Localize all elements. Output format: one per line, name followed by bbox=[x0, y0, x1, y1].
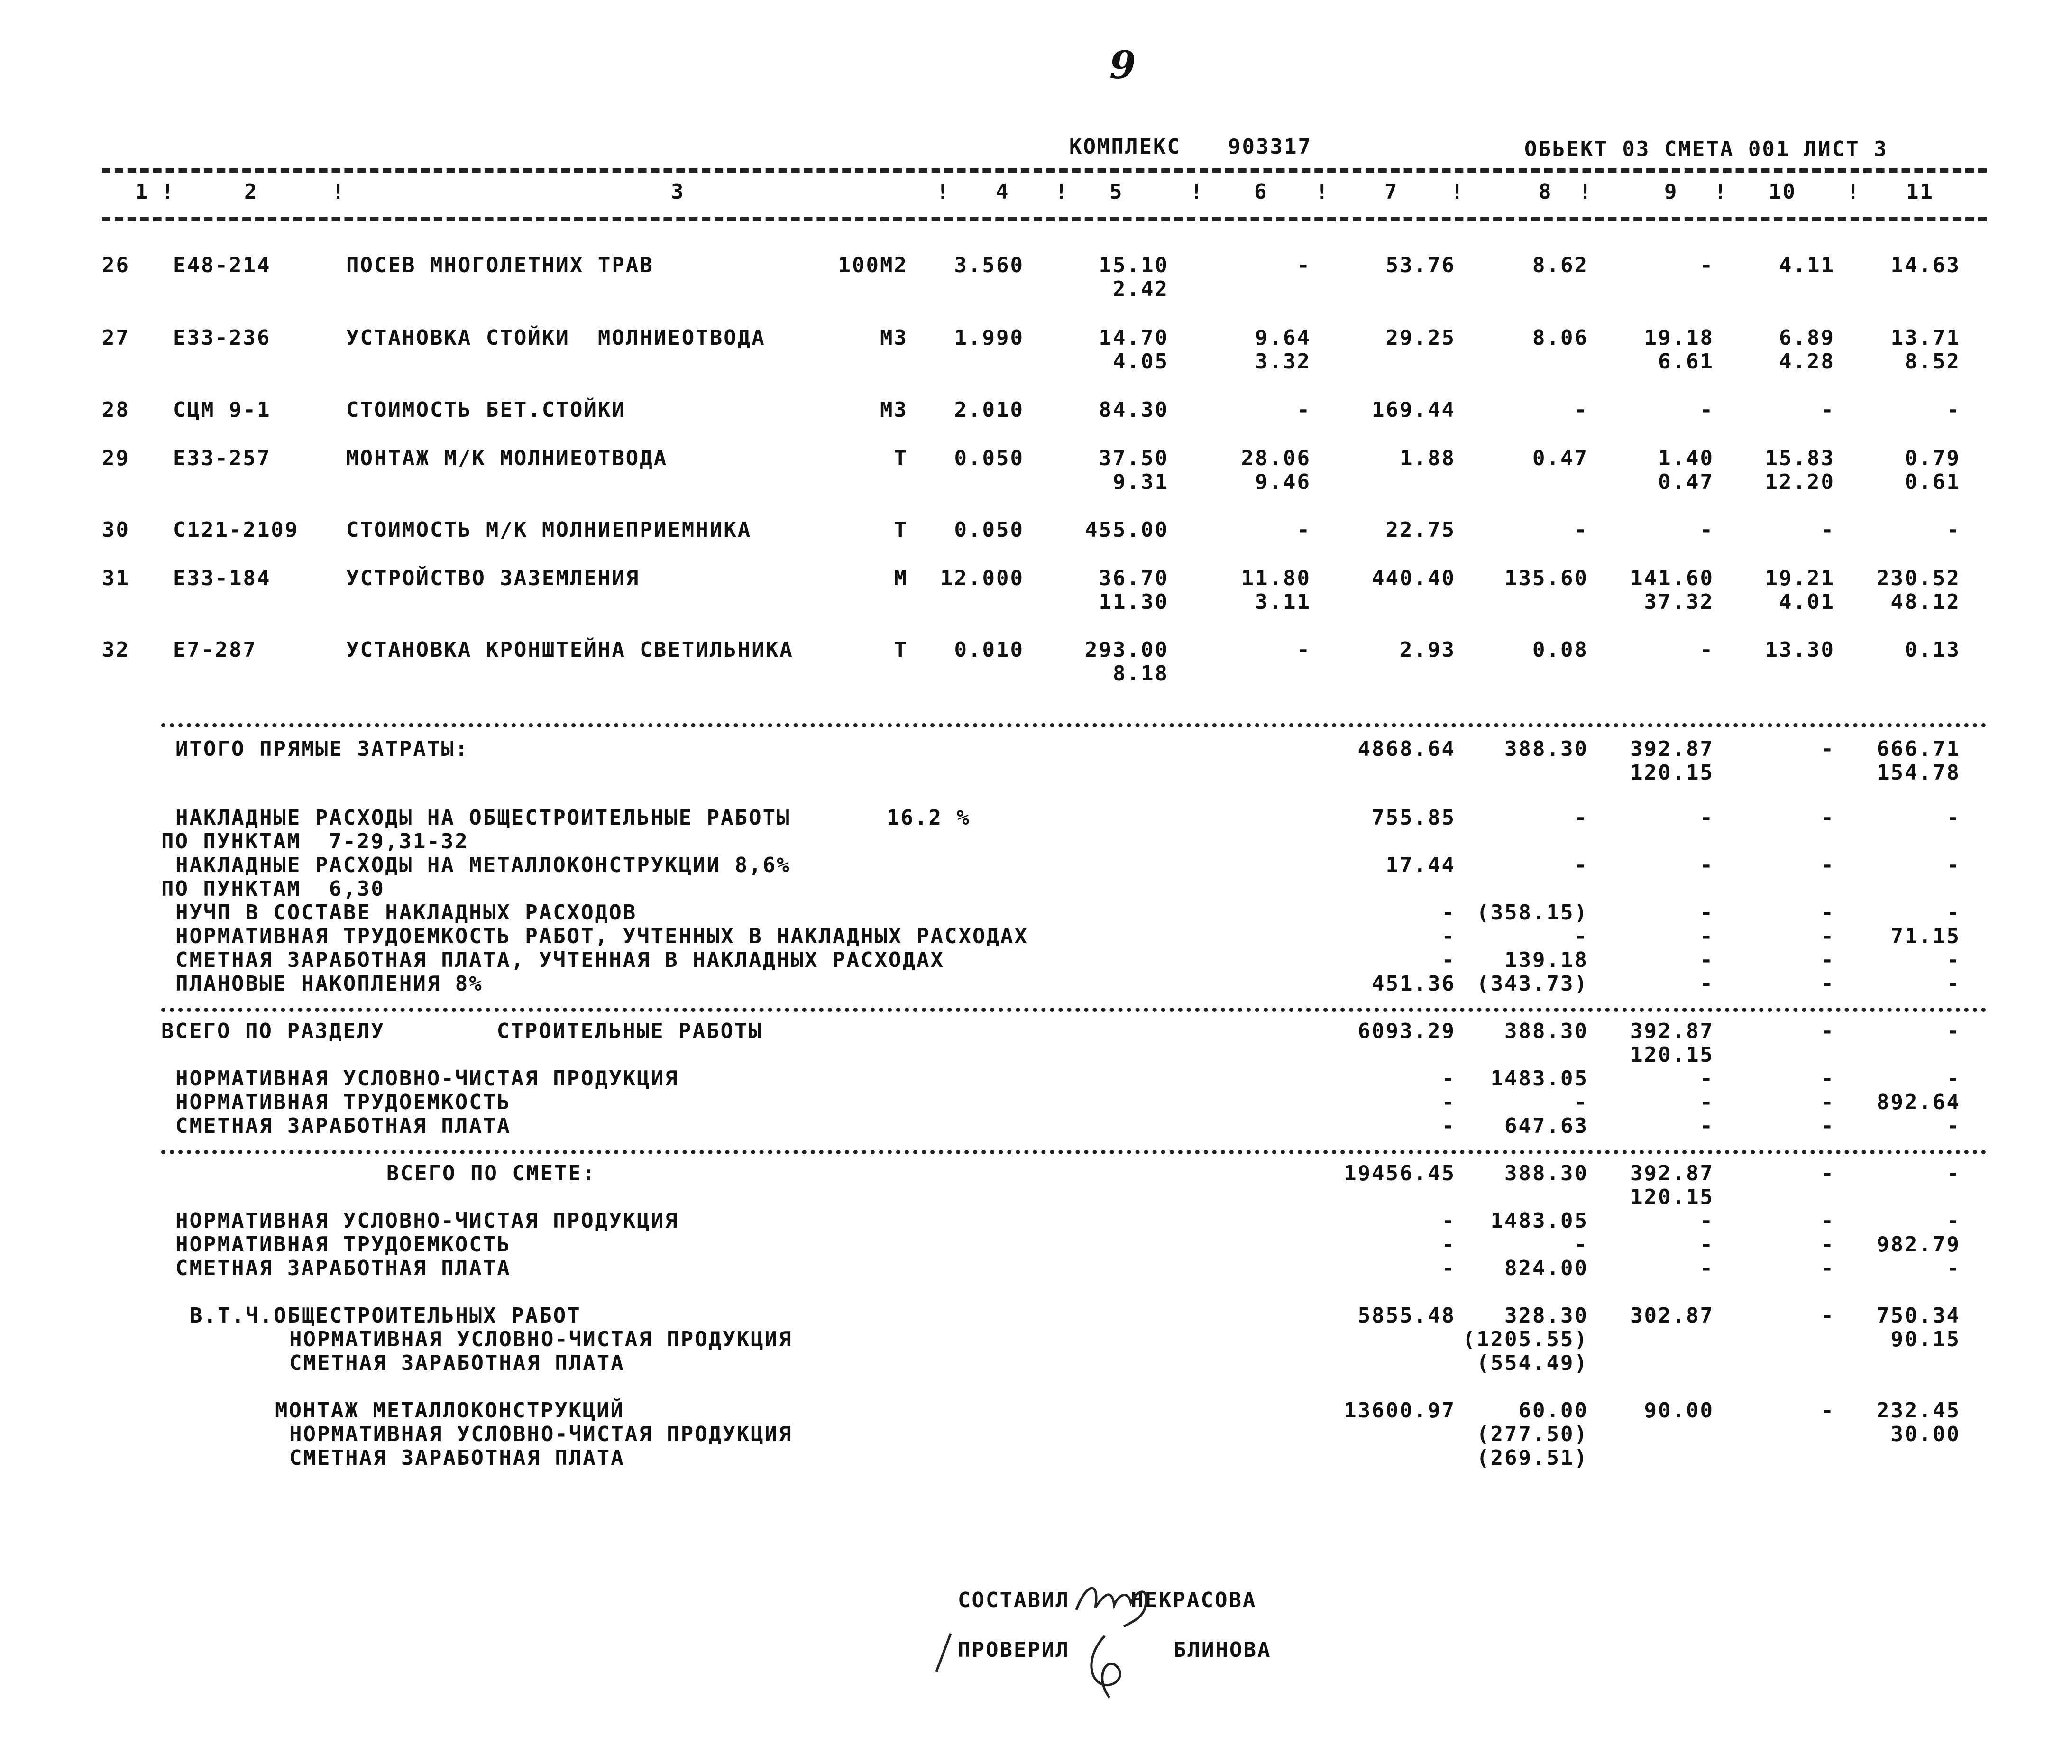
cell-c9: - bbox=[1700, 638, 1714, 662]
summary-label: СМЕТНАЯ ЗАРАБОТНАЯ ПЛАТА bbox=[289, 1446, 625, 1470]
cell-c6: - bbox=[1297, 518, 1311, 542]
work-name: ПОСЕВ МНОГОЛЕТНИХ ТРАВ bbox=[346, 253, 654, 277]
row-number: 28 bbox=[102, 398, 130, 422]
summary-c11: 154.78 bbox=[1877, 761, 1961, 785]
summary-c7: 755.85 bbox=[1372, 806, 1456, 830]
cell-c9: 1.40 bbox=[1658, 446, 1714, 470]
compiled-by-label: СОСТАВИЛ bbox=[958, 1588, 1070, 1612]
work-name: МОНТАЖ М/К МОЛНИЕОТВОДА bbox=[346, 446, 668, 470]
summary-c11: - bbox=[1946, 948, 1961, 972]
summary-c8: 1483.05 bbox=[1490, 1209, 1588, 1233]
cell-c6: - bbox=[1297, 253, 1311, 277]
summary-label: НОРМАТИВНАЯ УСЛОВНО-ЧИСТАЯ ПРОДУКЦИЯ bbox=[289, 1327, 793, 1351]
summary-c11: - bbox=[1946, 972, 1961, 996]
summary-c8: - bbox=[1574, 853, 1588, 877]
summary-label: НОРМАТИВНАЯ УСЛОВНО-ЧИСТАЯ ПРОДУКЦИЯ bbox=[175, 1066, 679, 1091]
summary-c10: - bbox=[1821, 1398, 1835, 1423]
summary-c9: 120.15 bbox=[1630, 761, 1714, 785]
summary-c8: 388.30 bbox=[1504, 737, 1588, 761]
column-separator: ! bbox=[1847, 180, 1861, 204]
summary-c10: - bbox=[1821, 1256, 1835, 1280]
summary-c9: - bbox=[1700, 1232, 1714, 1257]
summary-c8: - bbox=[1574, 806, 1588, 830]
rate-code: СЦМ 9-1 bbox=[173, 398, 271, 422]
rate-code: С121-2109 bbox=[173, 518, 299, 542]
cell-c6: 9.64 bbox=[1255, 326, 1311, 350]
summary-c8: (269.51) bbox=[1476, 1446, 1588, 1470]
page-number: 9 bbox=[1109, 43, 1136, 87]
cell-c9: 141.60 bbox=[1630, 566, 1714, 590]
summary-c11: - bbox=[1946, 900, 1961, 925]
summary-c8: (1205.55) bbox=[1462, 1327, 1588, 1351]
rate-code: Е48-214 bbox=[173, 253, 271, 277]
summary-c11: 982.79 bbox=[1877, 1232, 1961, 1257]
summary-c8: 388.30 bbox=[1504, 1019, 1588, 1043]
cell-c7: 1.88 bbox=[1400, 446, 1456, 470]
summary-c10: - bbox=[1821, 1090, 1835, 1114]
cell-c11: 13.71 bbox=[1890, 326, 1961, 350]
cell-c7: 29.25 bbox=[1385, 326, 1456, 350]
cell-c11: 14.63 bbox=[1890, 253, 1961, 277]
cell-c10b: 4.01 bbox=[1779, 590, 1835, 614]
cell-c11: - bbox=[1946, 518, 1961, 542]
cell-c11: - bbox=[1946, 398, 1961, 422]
summary-c7: - bbox=[1441, 1256, 1456, 1280]
summary-c10: - bbox=[1821, 806, 1835, 830]
summary-label: НОРМАТИВНАЯ УСЛОВНО-ЧИСТАЯ ПРОДУКЦИЯ bbox=[289, 1422, 793, 1446]
summary-c9: 392.87 bbox=[1630, 1161, 1714, 1185]
column-number: 3 bbox=[671, 180, 685, 204]
cell-unit: М3 bbox=[880, 398, 908, 422]
summary-c9: - bbox=[1700, 853, 1714, 877]
summary-label: ПЛАНОВЫЕ НАКОПЛЕНИЯ 8% bbox=[175, 972, 483, 996]
cell-c6b: 3.11 bbox=[1255, 590, 1311, 614]
summary-c10: - bbox=[1821, 948, 1835, 972]
summary-c8: (358.15) bbox=[1476, 900, 1588, 925]
summary-c11: - bbox=[1946, 1209, 1961, 1233]
cell-unit: Т bbox=[894, 518, 908, 542]
column-separator: ! bbox=[1055, 180, 1069, 204]
object-info: ОБЬЕКТ 03 СМЕТА 001 ЛИСТ 3 bbox=[1524, 137, 1888, 161]
column-number: 9 bbox=[1664, 180, 1678, 204]
cell-c7: 53.76 bbox=[1385, 253, 1456, 277]
summary-c9: - bbox=[1700, 1256, 1714, 1280]
cell-c8: 0.47 bbox=[1532, 446, 1588, 470]
work-name: СТОИМОСТЬ БЕТ.СТОЙКИ bbox=[346, 398, 626, 422]
cell-c10b: 4.28 bbox=[1779, 349, 1835, 374]
summary-c11: - bbox=[1946, 853, 1961, 877]
column-separator: ! bbox=[1579, 180, 1593, 204]
cell-qty: 0.050 bbox=[954, 518, 1024, 542]
cell-qty: 3.560 bbox=[954, 253, 1024, 277]
cell-c5b: 11.30 bbox=[1099, 590, 1169, 614]
summary-c7: 4868.64 bbox=[1357, 737, 1456, 761]
summary-c8: 647.63 bbox=[1504, 1114, 1588, 1138]
summary-label: ВСЕГО ПО СМЕТЕ: bbox=[386, 1161, 596, 1185]
summary-label: ВСЕГО ПО РАЗДЕЛУ СТРОИТЕЛЬНЫЕ РАБОТЫ bbox=[161, 1019, 763, 1043]
summary-c9: - bbox=[1700, 1090, 1714, 1114]
cell-c8: 135.60 bbox=[1504, 566, 1588, 590]
cell-c6b: 3.32 bbox=[1255, 349, 1311, 374]
cell-c5b: 8.18 bbox=[1113, 662, 1169, 686]
summary-c7: - bbox=[1441, 1232, 1456, 1257]
compiler-signature bbox=[1067, 1565, 1171, 1631]
column-separator: ! bbox=[1190, 180, 1204, 204]
column-separator: ! bbox=[1316, 180, 1330, 204]
summary-c8: 60.00 bbox=[1518, 1398, 1588, 1423]
summary-c11: - bbox=[1946, 1114, 1961, 1138]
row-number: 30 bbox=[102, 518, 130, 542]
cell-c10: 13.30 bbox=[1765, 638, 1835, 662]
checked-by-name: БЛИНОВА bbox=[1174, 1638, 1272, 1662]
summary-label: СМЕТНАЯ ЗАРАБОТНАЯ ПЛАТА bbox=[289, 1351, 625, 1375]
cell-unit: Т bbox=[894, 638, 908, 662]
column-number: 10 bbox=[1769, 180, 1797, 204]
cell-c5b: 2.42 bbox=[1113, 277, 1169, 301]
column-number: 1 bbox=[135, 180, 149, 204]
cell-c7: 169.44 bbox=[1372, 398, 1456, 422]
cell-c8: - bbox=[1574, 398, 1588, 422]
summary-label: НУЧП В СОСТАВЕ НАКЛАДНЫХ РАСХОДОВ bbox=[175, 900, 637, 925]
row-number: 29 bbox=[102, 446, 130, 470]
summary-c7: - bbox=[1441, 924, 1456, 948]
summary-c7: 19456.45 bbox=[1344, 1161, 1456, 1185]
summary-c8: 824.00 bbox=[1504, 1256, 1588, 1280]
summary-label: СМЕТНАЯ ЗАРАБОТНАЯ ПЛАТА bbox=[175, 1114, 511, 1138]
cell-unit: М bbox=[894, 566, 908, 590]
summary-c11: - bbox=[1946, 1066, 1961, 1091]
cell-c5: 36.70 bbox=[1099, 566, 1169, 590]
summary-label: ИТОГО ПРЯМЫЕ ЗАТРАТЫ: bbox=[175, 737, 469, 761]
summary-c10: - bbox=[1821, 1161, 1835, 1185]
cell-c6: - bbox=[1297, 638, 1311, 662]
summary-c10: - bbox=[1821, 1232, 1835, 1257]
checker-signature bbox=[1076, 1631, 1143, 1702]
cell-c11b: 8.52 bbox=[1905, 349, 1961, 374]
column-separator: ! bbox=[936, 180, 951, 204]
cell-c7: 22.75 bbox=[1385, 518, 1456, 542]
cell-c10: - bbox=[1821, 518, 1835, 542]
rate-code: Е33-236 bbox=[173, 326, 271, 350]
summary-c7: - bbox=[1441, 1209, 1456, 1233]
summary-c9: - bbox=[1700, 924, 1714, 948]
checker-mark bbox=[929, 1631, 958, 1674]
summary-c11: - bbox=[1946, 1161, 1961, 1185]
summary-c7: 5855.48 bbox=[1357, 1304, 1456, 1328]
cell-c9: - bbox=[1700, 253, 1714, 277]
summary-c9: 120.15 bbox=[1630, 1185, 1714, 1209]
summary-c7: - bbox=[1441, 1090, 1456, 1114]
column-number: 5 bbox=[1109, 180, 1124, 204]
complex-label: КОМПЛЕКС bbox=[1069, 135, 1181, 159]
row-number: 27 bbox=[102, 326, 130, 350]
summary-c8: (554.49) bbox=[1476, 1351, 1588, 1375]
summary-c11: - bbox=[1946, 1019, 1961, 1043]
work-name: УСТАНОВКА СТОЙКИ МОЛНИЕОТВОДА bbox=[346, 326, 766, 350]
summary-c9: - bbox=[1700, 806, 1714, 830]
summary-c9: - bbox=[1700, 900, 1714, 925]
cell-c11: 230.52 bbox=[1877, 566, 1961, 590]
cell-c5: 84.30 bbox=[1099, 398, 1169, 422]
rate-code: Е33-184 bbox=[173, 566, 271, 590]
column-number: 8 bbox=[1539, 180, 1553, 204]
summary-c10: - bbox=[1821, 1114, 1835, 1138]
cell-c6: - bbox=[1297, 398, 1311, 422]
summary-label: В.Т.Ч.ОБЩЕСТРОИТЕЛЬНЫХ РАБОТ bbox=[190, 1304, 581, 1328]
summary-c7: 6093.29 bbox=[1357, 1019, 1456, 1043]
summary-c10: - bbox=[1821, 737, 1835, 761]
column-number: 7 bbox=[1384, 180, 1399, 204]
summary-c10: - bbox=[1821, 972, 1835, 996]
cell-c8: 8.62 bbox=[1532, 253, 1588, 277]
summary-c10: - bbox=[1821, 1209, 1835, 1233]
summary-c8: 328.30 bbox=[1504, 1304, 1588, 1328]
row-number: 31 bbox=[102, 566, 130, 590]
summary-c10: - bbox=[1821, 1066, 1835, 1091]
summary-c9: - bbox=[1700, 1114, 1714, 1138]
cell-c5: 455.00 bbox=[1085, 518, 1169, 542]
rate-code: Е7-287 bbox=[173, 638, 257, 662]
summary-c7: 13600.97 bbox=[1344, 1398, 1456, 1423]
summary-c9: 120.15 bbox=[1630, 1043, 1714, 1067]
cell-c8: 8.06 bbox=[1532, 326, 1588, 350]
cell-unit: М3 bbox=[880, 326, 908, 350]
cell-c7: 2.93 bbox=[1400, 638, 1456, 662]
cell-qty: 2.010 bbox=[954, 398, 1024, 422]
cell-c10: 15.83 bbox=[1765, 446, 1835, 470]
cell-c6: 28.06 bbox=[1241, 446, 1311, 470]
cell-c10: 19.21 bbox=[1765, 566, 1835, 590]
column-number: 4 bbox=[996, 180, 1010, 204]
cell-qty: 0.050 bbox=[954, 446, 1024, 470]
cell-c5b: 9.31 bbox=[1113, 470, 1169, 494]
summary-c8: 1483.05 bbox=[1490, 1066, 1588, 1091]
cell-qty: 0.010 bbox=[954, 638, 1024, 662]
work-name: СТОИМОСТЬ М/К МОЛНИЕПРИЕМНИКА bbox=[346, 518, 752, 542]
summary-c11: 750.34 bbox=[1877, 1304, 1961, 1328]
summary-c8: - bbox=[1574, 1232, 1588, 1257]
summary-c10: - bbox=[1821, 1019, 1835, 1043]
summary-c8: 139.18 bbox=[1504, 948, 1588, 972]
cell-c5: 14.70 bbox=[1099, 326, 1169, 350]
summary-c10: - bbox=[1821, 1304, 1835, 1328]
summary-label: МОНТАЖ МЕТАЛЛОКОНСТРУКЦИЙ bbox=[275, 1398, 625, 1423]
summary-label: НОРМАТИВНАЯ ТРУДОЕМКОСТЬ bbox=[175, 1232, 511, 1257]
summary-c11: 892.64 bbox=[1877, 1090, 1961, 1114]
summary-c11: 30.00 bbox=[1890, 1422, 1961, 1446]
summary-c8: (277.50) bbox=[1476, 1422, 1588, 1446]
summary-c9: 302.87 bbox=[1630, 1304, 1714, 1328]
summary-c11: 90.15 bbox=[1890, 1327, 1961, 1351]
cell-c11: 0.79 bbox=[1905, 446, 1961, 470]
cell-c6: 11.80 bbox=[1241, 566, 1311, 590]
summary-c7: - bbox=[1441, 948, 1456, 972]
summary-label: НАКЛАДНЫЕ РАСХОДЫ НА МЕТАЛЛОКОНСТРУКЦИИ 8,6% bbox=[175, 853, 791, 877]
overhead-percent: 16.2 % bbox=[887, 806, 971, 830]
summary-label: СМЕТНАЯ ЗАРАБОТНАЯ ПЛАТА, УЧТЕННАЯ В НАКЛАДНЫХ РАСХОДАХ bbox=[175, 948, 944, 972]
checked-by-label: ПРОВЕРИЛ bbox=[958, 1638, 1070, 1662]
summary-label: НОРМАТИВНАЯ ТРУДОЕМКОСТЬ РАБОТ, УЧТЕННЫХ В НАКЛАДНЫХ РАСХОДАХ bbox=[175, 924, 1028, 948]
column-separator: ! bbox=[332, 180, 346, 204]
section-dotted-rule bbox=[161, 1150, 1987, 1154]
cell-c11b: 48.12 bbox=[1890, 590, 1961, 614]
cell-c5b: 4.05 bbox=[1113, 349, 1169, 374]
cell-c9b: 37.32 bbox=[1644, 590, 1714, 614]
cell-c5: 15.10 bbox=[1099, 253, 1169, 277]
summary-c8: - bbox=[1574, 924, 1588, 948]
compiled-by-name: НЕКРАСОВА bbox=[1131, 1588, 1257, 1612]
summary-c11: 71.15 bbox=[1890, 924, 1961, 948]
cell-c5: 293.00 bbox=[1085, 638, 1169, 662]
cell-c6b: 9.46 bbox=[1255, 470, 1311, 494]
summary-c9: 90.00 bbox=[1644, 1398, 1714, 1423]
cell-c10: 6.89 bbox=[1779, 326, 1835, 350]
summary-label: НАКЛАДНЫЕ РАСХОДЫ НА ОБЩЕСТРОИТЕЛЬНЫЕ РАБОТЫ bbox=[175, 806, 791, 830]
summary-c9: - bbox=[1700, 972, 1714, 996]
summary-c11: 666.71 bbox=[1877, 737, 1961, 761]
cell-unit: Т bbox=[894, 446, 908, 470]
cell-c8: - bbox=[1574, 518, 1588, 542]
section-dotted-rule bbox=[161, 723, 1987, 727]
summary-c10: - bbox=[1821, 900, 1835, 925]
column-separator: ! bbox=[161, 180, 175, 204]
column-number: 6 bbox=[1254, 180, 1268, 204]
cell-c10: - bbox=[1821, 398, 1835, 422]
cell-qty: 12.000 bbox=[940, 566, 1024, 590]
complex-value: 903317 bbox=[1228, 135, 1312, 159]
summary-c7: 451.36 bbox=[1372, 972, 1456, 996]
summary-label: ПО ПУНКТАМ 6,30 bbox=[161, 877, 385, 901]
cell-c10b: 12.20 bbox=[1765, 470, 1835, 494]
summary-c9: - bbox=[1700, 1209, 1714, 1233]
summary-c8: 388.30 bbox=[1504, 1161, 1588, 1185]
summary-c7: - bbox=[1441, 900, 1456, 925]
cell-c8: 0.08 bbox=[1532, 638, 1588, 662]
summary-c9: - bbox=[1700, 948, 1714, 972]
summary-c9: 392.87 bbox=[1630, 737, 1714, 761]
cell-unit: 100М2 bbox=[838, 253, 908, 277]
summary-c11: - bbox=[1946, 806, 1961, 830]
summary-c7: 17.44 bbox=[1385, 853, 1456, 877]
column-number: 11 bbox=[1906, 180, 1934, 204]
cell-c9: - bbox=[1700, 518, 1714, 542]
summary-c11: 232.45 bbox=[1877, 1398, 1961, 1423]
summary-label: ПО ПУНКТАМ 7-29,31-32 bbox=[161, 829, 469, 854]
cell-c10: 4.11 bbox=[1779, 253, 1835, 277]
summary-label: СМЕТНАЯ ЗАРАБОТНАЯ ПЛАТА bbox=[175, 1256, 511, 1280]
row-number: 26 bbox=[102, 253, 130, 277]
rate-code: Е33-257 bbox=[173, 446, 271, 470]
summary-c8: - bbox=[1574, 1090, 1588, 1114]
row-number: 32 bbox=[102, 638, 130, 662]
column-separator: ! bbox=[1714, 180, 1728, 204]
summary-c9: 392.87 bbox=[1630, 1019, 1714, 1043]
summary-c11: - bbox=[1946, 1256, 1961, 1280]
cell-c11: 0.13 bbox=[1905, 638, 1961, 662]
cell-c9b: 6.61 bbox=[1658, 349, 1714, 374]
summary-c7: - bbox=[1441, 1114, 1456, 1138]
summary-c8: (343.73) bbox=[1476, 972, 1588, 996]
cell-c9b: 0.47 bbox=[1658, 470, 1714, 494]
cell-c11b: 0.61 bbox=[1905, 470, 1961, 494]
work-name: УСТРОЙСТВО ЗАЗЕМЛЕНИЯ bbox=[346, 566, 640, 590]
cell-c9: 19.18 bbox=[1644, 326, 1714, 350]
summary-label: НОРМАТИВНАЯ УСЛОВНО-ЧИСТАЯ ПРОДУКЦИЯ bbox=[175, 1209, 679, 1233]
header-top-rule bbox=[102, 168, 1987, 173]
summary-c10: - bbox=[1821, 853, 1835, 877]
summary-label: НОРМАТИВНАЯ ТРУДОЕМКОСТЬ bbox=[175, 1090, 511, 1114]
summary-c7: - bbox=[1441, 1066, 1456, 1091]
section-dotted-rule bbox=[161, 1008, 1987, 1012]
cell-c9: - bbox=[1700, 398, 1714, 422]
cell-c5: 37.50 bbox=[1099, 446, 1169, 470]
column-separator: ! bbox=[1451, 180, 1465, 204]
cell-c7: 440.40 bbox=[1372, 566, 1456, 590]
column-number: 2 bbox=[244, 180, 258, 204]
summary-c9: - bbox=[1700, 1066, 1714, 1091]
cell-qty: 1.990 bbox=[954, 326, 1024, 350]
summary-c10: - bbox=[1821, 924, 1835, 948]
work-name: УСТАНОВКА КРОНШТЕЙНА СВЕТИЛЬНИКА bbox=[346, 638, 794, 662]
header-bottom-rule bbox=[102, 217, 1987, 221]
